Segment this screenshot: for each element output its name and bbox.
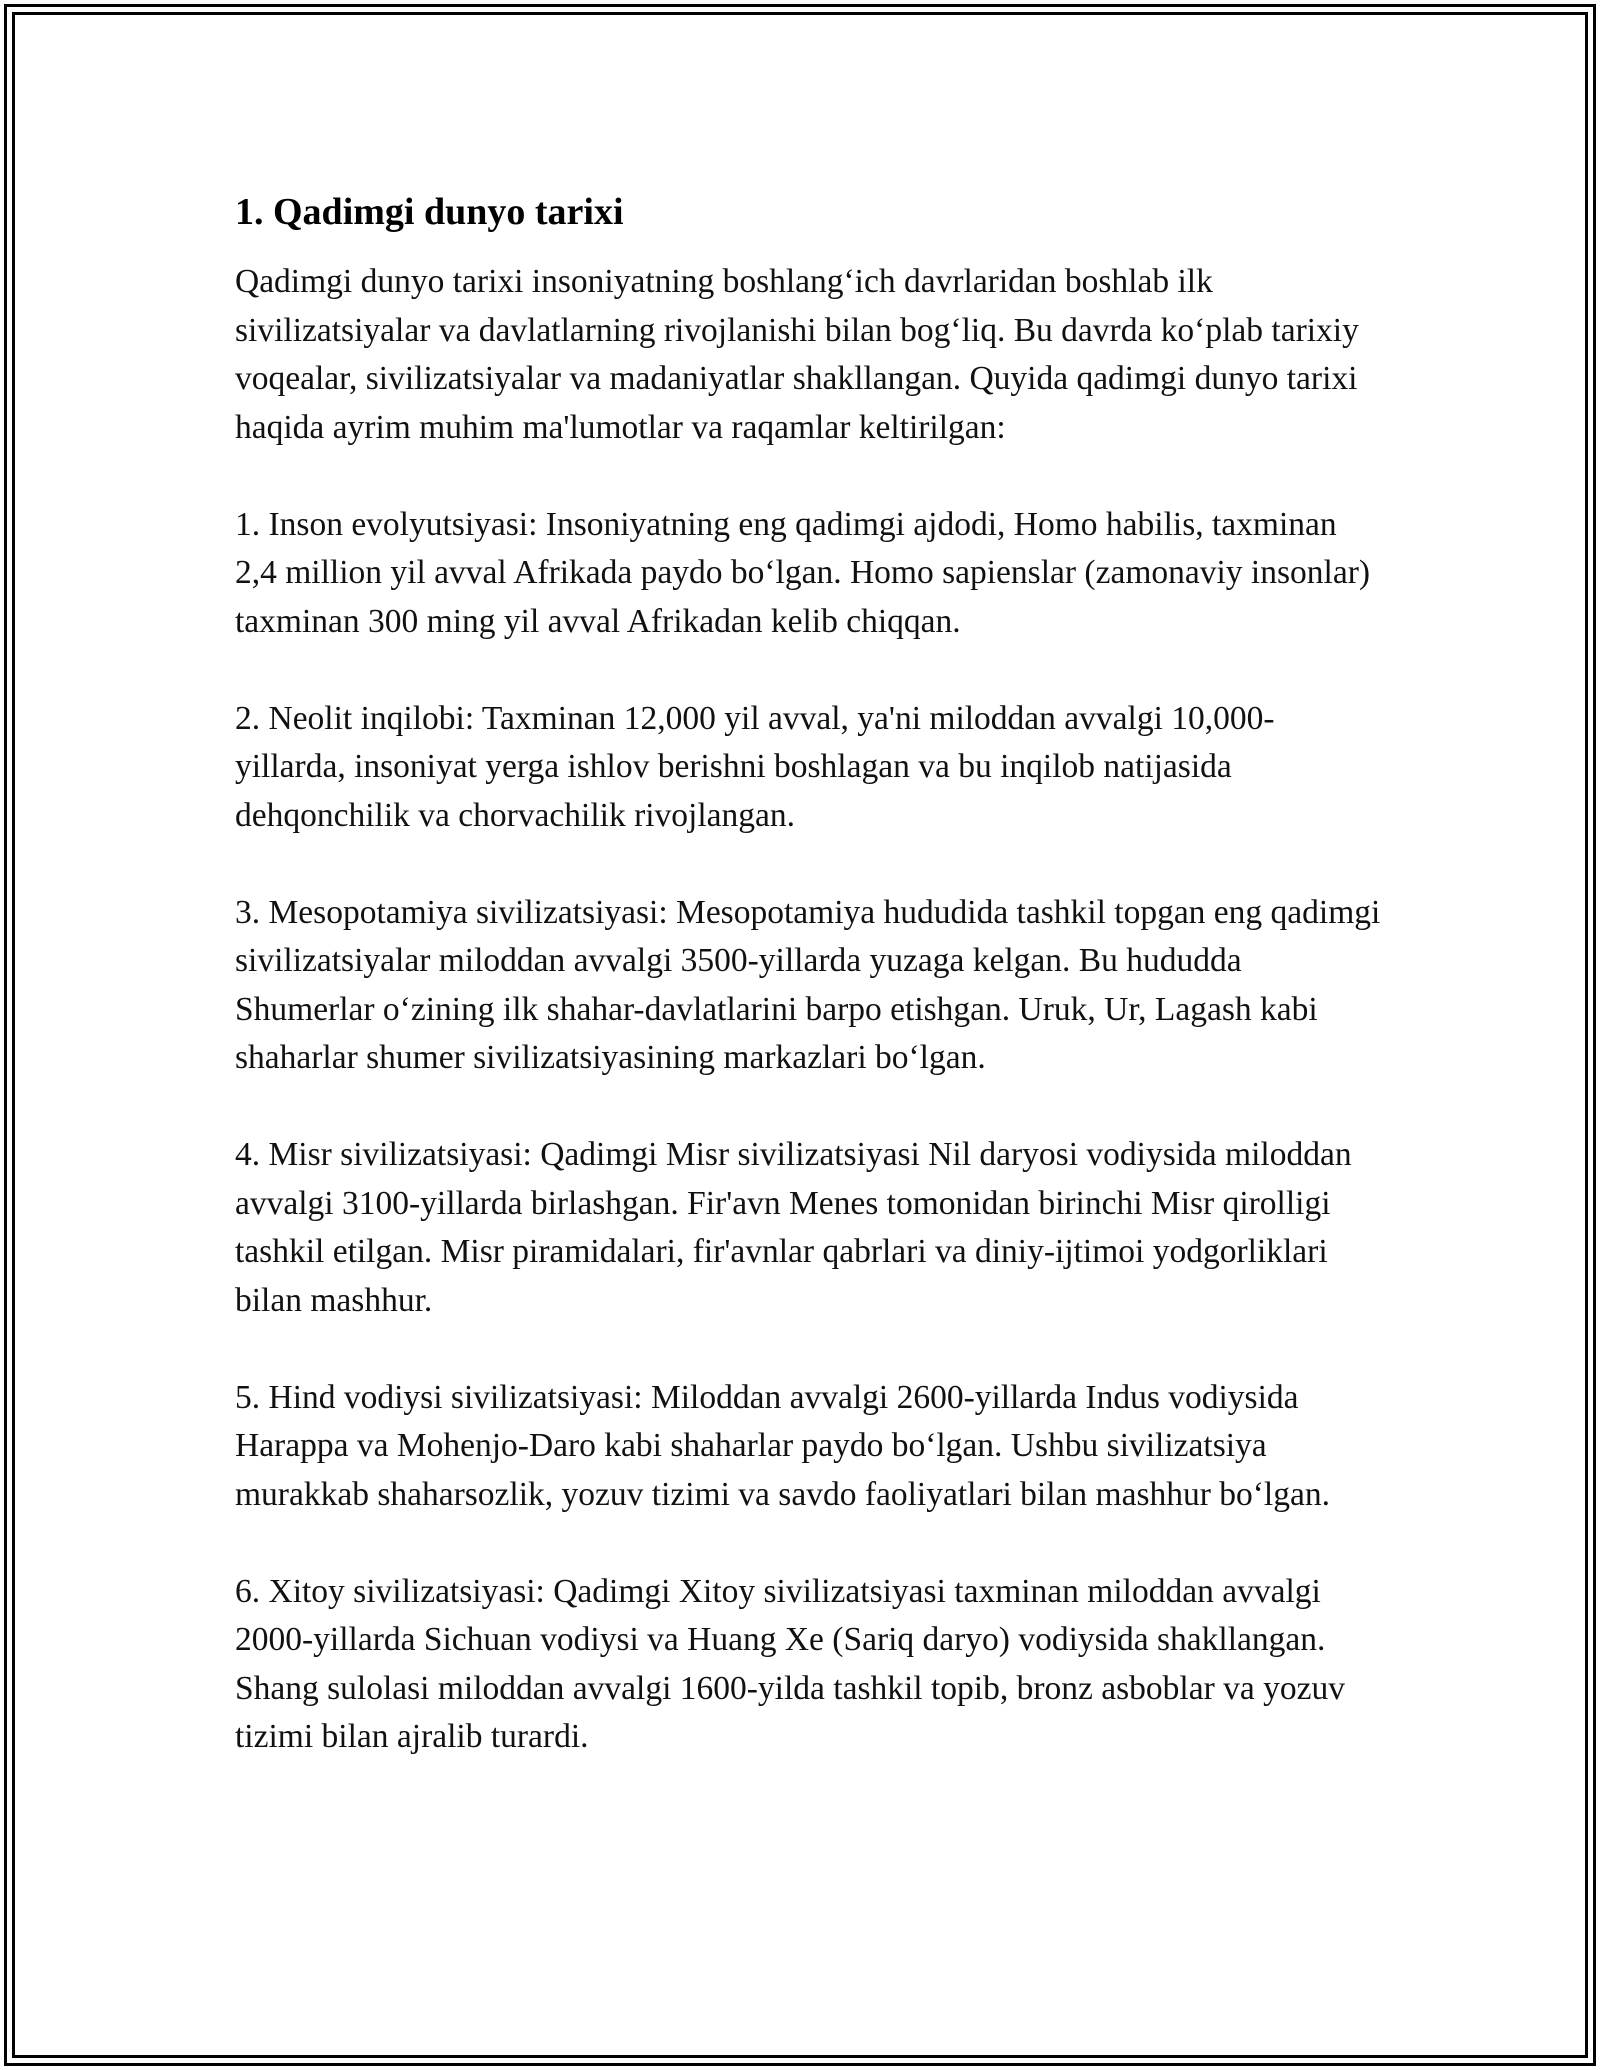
intro-paragraph: Qadimgi dunyo tarixi insoniyatning boshlang‘ich davrlaridan boshlab ilk sivilizatsiyalar va davlatlarning rivojlanishi bilan bog‘liq. Bu davrda ko‘plab tarixiy voqealar, sivilizatsiyalar va madaniyatlar shakllangan. Quyida qadimgi dunyo tarixi haqida ayrim muhim ma'lumotlar va raqamlar keltirilgan: (235, 263, 1359, 446)
list-item-china: 6. Xitoy sivilizatsiyasi: Qadimgi Xitoy sivilizatsiyasi taxminan miloddan avvalgi 2000-yillarda Sichuan vodiysi va Huang Xe (Sariq daryo) vodiysida shakllangan. Shang sulolasi miloddan avvalgi 1600-yilda tashkil topib, bronz asboblar va yozuv tizimi bilan ajralib turardi. (235, 1572, 1345, 1755)
list-item-egypt: 4. Misr sivilizatsiyasi: Qadimgi Misr sivilizatsiyasi Nil daryosi vodiysida miloddan avvalgi 3100-yillarda birlashgan. Fir'avn Menes tomonidan birinchi Misr qirolligi tashkil etilgan. Misr piramidalari, fir'avnlar qabrlari va diniy-ijtimoi yodgorliklari bilan mashhur. (235, 1136, 1352, 1319)
list-item-indus-valley: 5. Hind vodiysi sivilizatsiyasi: Miloddan avvalgi 2600-yillarda Indus vodiysida Harappa va Mohenjo-Daro kabi shaharlar paydo bo‘lgan. Ushbu sivilizatsiya murakkab shaharsozlik, yozuv tizimi va savdo faoliyatlari bilan mashhur bo‘lgan. (235, 1378, 1330, 1513)
list-item-neolithic-revolution: 2. Neolit inqilobi: Taxminan 12,000 yil avval, ya'ni miloddan avvalgi 10,000-yillarda, insoniyat yerga ishlov berishni boshlagan va bu inqilob natijasida dehqonchilik va chorvachilik rivojlangan. (235, 699, 1275, 834)
list-item-human-evolution: 1. Inson evolyutsiyasi: Insoniyatning eng qadimgi ajdodi, Homo habilis, taxminan 2,4 million yil avval Afrikada paydo bo‘lgan. Homo sapienslar (zamonaviy insonlar) taxminan 300 ming yil avval Afrikadan kelib chiqqan. (235, 505, 1371, 640)
page-title: 1. Qadimgi dunyo tarixi (235, 191, 624, 233)
document-body (235, 180, 1385, 1810)
list-item-mesopotamia: 3. Mesopotamiya sivilizatsiyasi: Mesopotamiya hududida tashkil topgan eng qadimgi sivilizatsiyalar miloddan avvalgi 3500-yillarda yuzaga kelgan. Bu hududda Shumerlar o‘zining ilk shahar-davlatlarini barpo etishgan. Uruk, Ur, Lagash kabi shaharlar shumer sivilizatsiyasining markazlari bo‘lgan. (235, 893, 1381, 1076)
